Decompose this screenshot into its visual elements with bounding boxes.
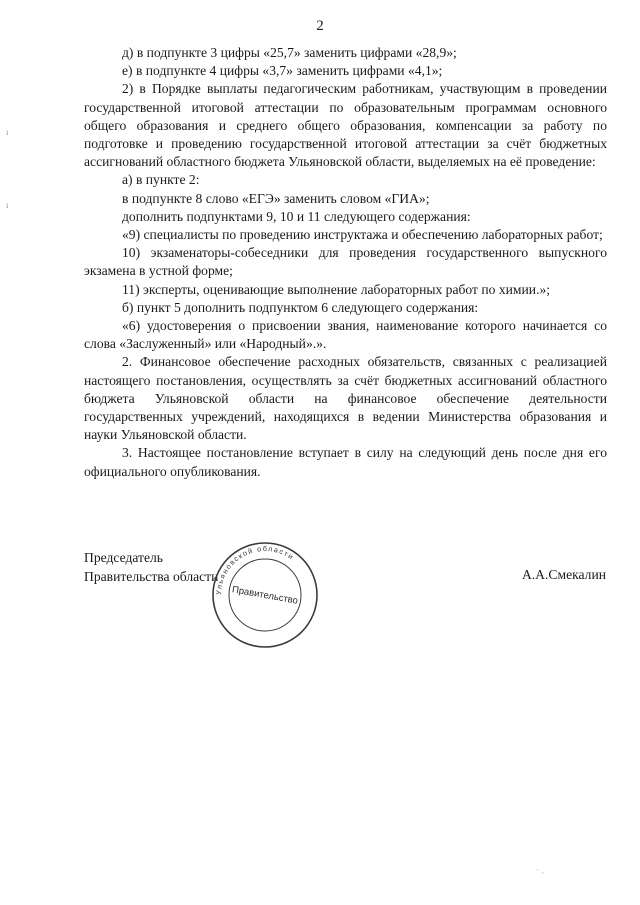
paragraph: 11) эксперты, оценивающие выполнение лабораторных работ по химии.»; xyxy=(122,281,551,297)
paragraph: «6) удостоверения о присвоении звания, наименование которого начинается со слова «Заслуженный» или «Народный».». xyxy=(84,318,607,352)
paragraph: 10) экзаменаторы-собеседники для проведения государственного выпускного экзамена в устной форме; xyxy=(84,245,607,279)
signature-title xyxy=(84,548,218,586)
signature-name: А.А.Смекалин xyxy=(521,567,606,582)
paragraph: в подпункте 8 слово «ЕГЭ» заменить словом «ГИА»; xyxy=(122,190,430,206)
signature-title-line: Председатель xyxy=(84,550,163,565)
scan-mark: ı xyxy=(6,127,9,137)
stamp-ring-text: Ульяновской области xyxy=(213,543,297,596)
stamp-center-text: Правительство xyxy=(231,584,299,607)
scan-mark: ı xyxy=(6,200,9,210)
paragraph: б) пункт 5 дополнить подпунктом 6 следующего содержания: xyxy=(122,299,479,315)
paragraph: 3. Настоящее постановление вступает в силу на следующий день после дня его официального опубликования. xyxy=(84,445,607,479)
signature-title-line: Правительства области xyxy=(84,569,219,584)
paragraph: дополнить подпунктами 9, 10 и 11 следующего содержания: xyxy=(122,208,471,224)
paragraph: д) в подпункте 3 цифры «25,7» заменить цифрами «28,9»; xyxy=(122,45,457,60)
paragraph: 2) в Порядке выплаты педагогическим работникам, участвующим в проведении государственной итоговой аттестации по образовательным программам основного общего образования и среднего общего образования, компенсации за работу по подготовке и проведению государственной итоговой аттестации за счёт бюджетных ассигнований областного бюджета Ульяновской области, выделяемых на её проведение: xyxy=(84,81,607,170)
paragraph: а) в пункте 2: xyxy=(122,172,200,188)
paragraph: «9) специалисты по проведению инструктажа и обеспечению лабораторных работ; xyxy=(122,227,603,243)
scan-mark: ˙ · xyxy=(536,868,545,878)
document-body xyxy=(84,44,607,481)
paragraph: 2. Финансовое обеспечение расходных обязательств, связанных с реализацией настоящего постановления, осуществлять за счёт бюджетных ассигнований областного бюджета Ульяновской области на финансовое обеспечение деятельности государственных учреждений, находящихся в ведении Министерства образования и науки Ульяновской области. xyxy=(84,354,607,443)
official-stamp xyxy=(210,535,320,655)
paragraph: е) в подпункте 4 цифры «3,7» заменить цифрами «4,1»; xyxy=(122,63,443,79)
page-number: 2 xyxy=(316,18,324,34)
